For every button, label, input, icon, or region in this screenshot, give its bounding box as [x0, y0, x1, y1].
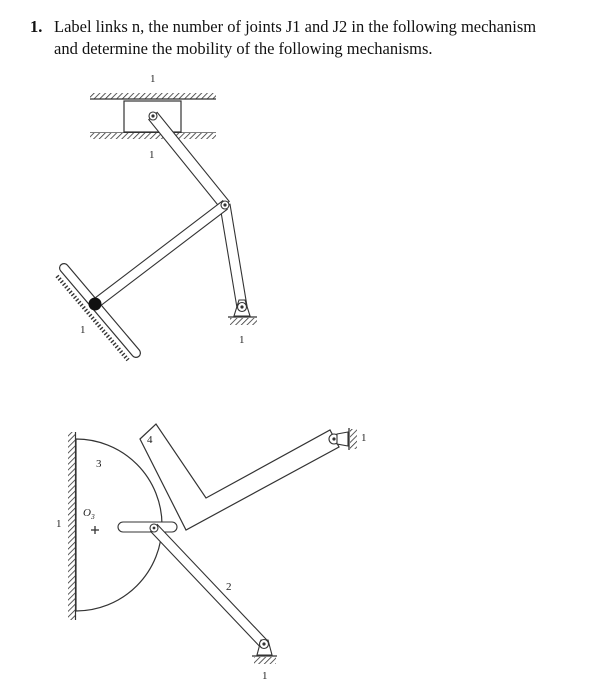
label-link4: 4 — [147, 434, 153, 446]
label-top-ground: 1 — [150, 73, 156, 85]
link-2 — [151, 525, 268, 648]
mechanism-b — [56, 424, 367, 682]
label-right-ground: 1 — [361, 432, 367, 444]
label-link2: 2 — [226, 581, 232, 593]
link-slider-to-joint — [149, 112, 229, 208]
left-wall-ground — [68, 432, 76, 620]
label-left-ground: 1 — [80, 324, 86, 336]
label-slider-guide: 1 — [149, 149, 155, 161]
question-number: 1. — [30, 17, 43, 36]
cam-slot — [118, 522, 177, 532]
label-left-ground-b: 1 — [56, 518, 62, 530]
ball-joint — [89, 298, 102, 311]
bottom-pivot — [228, 300, 257, 325]
link-crank — [220, 204, 247, 308]
label-bottom-ground: 1 — [239, 334, 245, 346]
mechanism-a — [57, 73, 257, 360]
link-coupler — [93, 201, 227, 309]
question-line-1: Label links n, the number of joints J1 and J2 in the following mechanism — [54, 17, 537, 36]
top-ground — [90, 93, 216, 99]
label-cam: 3 — [96, 458, 102, 470]
label-pivot-o3: $O_3$ — [83, 507, 95, 521]
question-line-2: and determine the mobility of the following mechanisms. — [54, 39, 433, 58]
slider-guide — [90, 133, 216, 139]
bottom-pivot-b — [252, 640, 277, 665]
label-bottom-ground-b: 1 — [262, 670, 268, 682]
link-4 — [140, 424, 339, 530]
